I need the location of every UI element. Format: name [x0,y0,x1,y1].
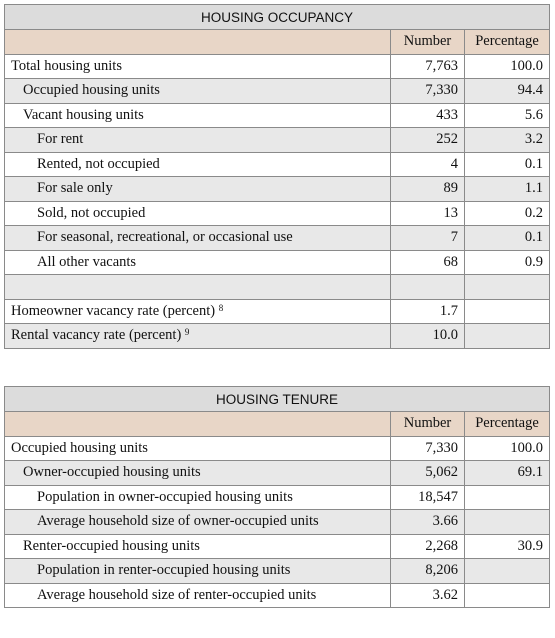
row-percentage [465,559,550,584]
col-number-header: Number [391,30,465,55]
row-number: 252 [391,128,465,153]
housing-occupancy-table [4,4,550,349]
row-number: 1.7 [391,299,465,324]
tenure-title: HOUSING TENURE [5,387,550,412]
occupancy-header-row [5,30,550,55]
row-percentage [465,485,550,510]
table-row [5,461,550,486]
table-row [5,299,550,324]
header-blank [5,412,391,437]
rental-vacancy-label: Rental vacancy rate (percent) [11,327,182,344]
table-row [5,510,550,535]
row-number: 18,547 [391,485,465,510]
row-percentage [465,510,550,535]
row-number: 3.62 [391,583,465,608]
row-percentage: 0.2 [465,201,550,226]
row-percentage: 0.9 [465,250,550,275]
row-label: Occupied housing units [5,436,391,461]
row-label: Population in renter-occupied housing units [5,559,391,584]
row-percentage: 0.1 [465,152,550,177]
table-row [5,79,550,104]
row-label: All other vacants [5,250,391,275]
row-number: 7,330 [391,436,465,461]
row-percentage: 94.4 [465,79,550,104]
table-row [5,54,550,79]
table-row [5,436,550,461]
row-percentage [465,324,550,349]
row-number: 4 [391,152,465,177]
row-label [5,299,391,324]
table-row [5,103,550,128]
row-number: 89 [391,177,465,202]
row-number: 10.0 [391,324,465,349]
row-number: 433 [391,103,465,128]
row-number: 8,206 [391,559,465,584]
tenure-header-row [5,412,550,437]
occupancy-title: HOUSING OCCUPANCY [5,5,550,30]
row-label: Total housing units [5,54,391,79]
row-number: 68 [391,250,465,275]
table-row [5,534,550,559]
table-row [5,583,550,608]
row-label: Renter-occupied housing units [5,534,391,559]
spacer-cell [465,275,550,300]
row-label: Owner-occupied housing units [5,461,391,486]
row-percentage [465,583,550,608]
col-percentage-header: Percentage [465,30,550,55]
housing-tenure-table [4,386,550,608]
row-percentage: 3.2 [465,128,550,153]
table-row [5,250,550,275]
row-percentage: 69.1 [465,461,550,486]
row-number: 7,330 [391,79,465,104]
row-label: Average household size of renter-occupied units [5,583,391,608]
row-label: Sold, not occupied [5,201,391,226]
table-row [5,152,550,177]
table-row [5,177,550,202]
row-label: Population in owner-occupied housing units [5,485,391,510]
table-row [5,324,550,349]
row-label: For rent [5,128,391,153]
row-percentage: 0.1 [465,226,550,251]
row-percentage: 1.1 [465,177,550,202]
row-label: Vacant housing units [5,103,391,128]
row-label [5,324,391,349]
row-percentage [465,299,550,324]
table-row [5,128,550,153]
row-label: Occupied housing units [5,79,391,104]
row-percentage: 30.9 [465,534,550,559]
row-percentage: 100.0 [465,54,550,79]
row-number: 13 [391,201,465,226]
homeowner-vacancy-label: Homeowner vacancy rate (percent) [11,302,216,319]
footnote-marker: 9 [184,327,190,338]
table-row [5,226,550,251]
row-label: Rented, not occupied [5,152,391,177]
col-percentage-header: Percentage [465,412,550,437]
row-number: 7,763 [391,54,465,79]
header-blank [5,30,391,55]
row-percentage: 5.6 [465,103,550,128]
table-row [5,201,550,226]
spacer-row [5,275,550,300]
table-row [5,485,550,510]
footnote-marker: 8 [218,302,224,313]
row-number: 5,062 [391,461,465,486]
spacer-cell [391,275,465,300]
table-row [5,559,550,584]
row-percentage: 100.0 [465,436,550,461]
row-number: 3.66 [391,510,465,535]
col-number-header: Number [391,412,465,437]
row-number: 7 [391,226,465,251]
row-label: For seasonal, recreational, or occasional use [5,226,391,251]
row-label: Average household size of owner-occupied units [5,510,391,535]
row-label: For sale only [5,177,391,202]
spacer-cell [5,275,391,300]
row-number: 2,268 [391,534,465,559]
